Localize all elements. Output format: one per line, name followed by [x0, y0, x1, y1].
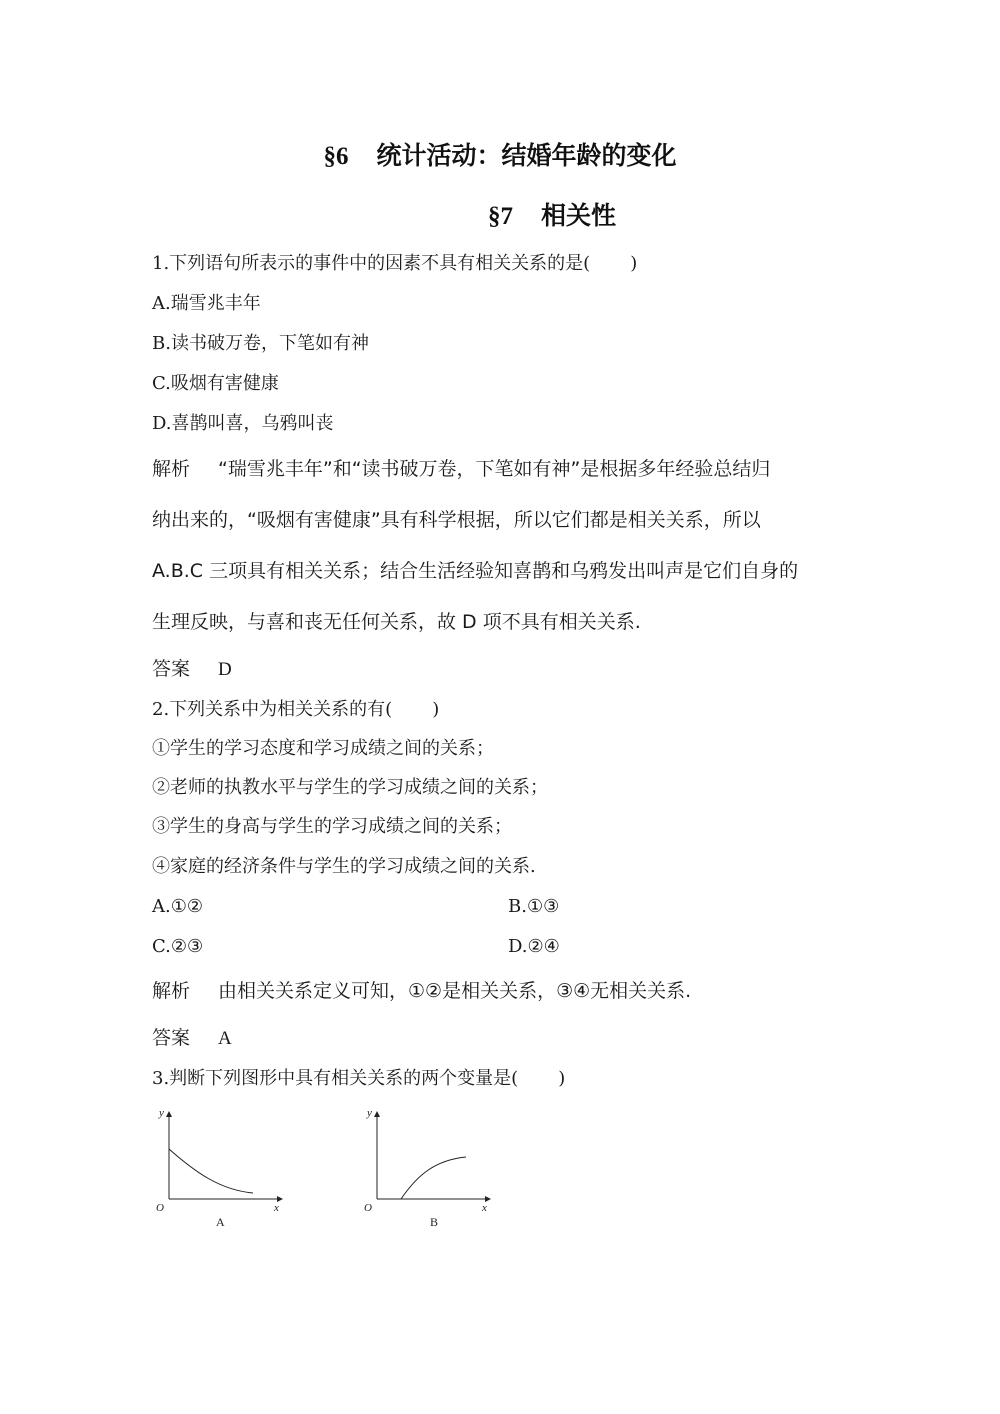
section-6-title — [0, 136, 1000, 172]
analysis-text: “瑞雪兆丰年”和“读书破万卷，下笔如有神”是根据多年经验总结归 — [218, 458, 771, 480]
option-label: C. — [152, 373, 171, 394]
answer-value: D — [218, 659, 232, 680]
question-1-option-a — [152, 292, 261, 316]
option-text: ②③ — [170, 936, 204, 957]
question-2-statement-4: ④家庭的经济条件与学生的学习成绩之间的关系. — [152, 856, 536, 877]
question-3-stem-text: 3.判断下列图形中具有相关关系的两个变量是( — [152, 1068, 519, 1089]
option-text: ②④ — [527, 936, 560, 957]
question-1-stem — [152, 252, 637, 276]
option-text: 吸烟有害健康 — [170, 373, 279, 394]
origin-label: O — [156, 1202, 164, 1214]
question-2-statement-3: ③学生的身高与学生的学习成绩之间的关系； — [152, 816, 512, 837]
answer-label: 答案 — [152, 658, 191, 680]
question-2-option-c — [152, 935, 203, 959]
analysis-text: 生理反映，与喜和丧无任何关系，故 D 项不具有相关关系. — [152, 611, 641, 633]
option-text: 瑞雪兆丰年 — [170, 293, 261, 314]
y-axis-label: y — [367, 1107, 372, 1119]
question-1-analysis-line-3 — [152, 559, 798, 583]
analysis-label: 解析 — [152, 980, 191, 1002]
question-3-stem — [152, 1067, 565, 1091]
question-2-option-d — [508, 935, 560, 959]
section-6-text: 统计活动：结婚年龄的变化 — [376, 141, 677, 170]
section-7-number: §7 — [487, 203, 513, 230]
option-text: ①③ — [526, 896, 560, 917]
x-axis-label: x — [274, 1202, 279, 1214]
question-1-stem-close: ) — [630, 253, 638, 274]
option-text: 读书破万卷，下笔如有神 — [170, 333, 369, 354]
graph-b-figure — [358, 1102, 498, 1232]
option-label: D. — [508, 936, 528, 957]
question-2-statement-1: ①学生的学习态度和学习成绩之间的关系； — [152, 738, 494, 759]
origin-label: O — [364, 1202, 372, 1214]
question-2-analysis — [152, 979, 691, 1003]
option-text: 喜鹊叫喜，乌鸦叫丧 — [171, 413, 334, 434]
question-1-option-d — [152, 412, 334, 436]
answer-value: A — [218, 1028, 232, 1049]
question-1-answer — [152, 657, 232, 682]
decreasing-curve — [169, 1149, 253, 1193]
question-2-stem-text: 2.下列关系中为相关关系的有( — [152, 699, 393, 720]
question-2-stem — [152, 698, 439, 722]
graph-b — [358, 1102, 498, 1232]
analysis-text: 由相关关系定义可知，①②是相关关系，③④无相关关系. — [218, 980, 692, 1002]
graph-a-caption: A — [216, 1215, 225, 1229]
analysis-text: 纳出来的，“吸烟有害健康”具有科学根据，所以它们都是相关关系，所以 — [152, 509, 761, 531]
option-label: A. — [152, 293, 171, 314]
question-1-analysis-line-2 — [152, 508, 761, 532]
answer-label: 答案 — [152, 1027, 191, 1049]
question-1-analysis-line-4 — [152, 610, 641, 634]
question-2-answer — [152, 1026, 232, 1051]
option-text: ①② — [170, 896, 204, 917]
question-3-stem-close: ) — [558, 1068, 566, 1089]
option-label: A. — [152, 896, 171, 917]
increasing-curve — [401, 1157, 466, 1199]
option-label: C. — [152, 936, 171, 957]
question-1-option-b — [152, 332, 369, 356]
graph-a — [150, 1102, 290, 1232]
y-axis-label: y — [159, 1107, 164, 1119]
analysis-text: A.B.C 三项具有相关关系；结合生活经验知喜鹊和乌鸦发出叫声是它们自身的 — [152, 560, 799, 582]
graph-a-figure — [150, 1102, 290, 1232]
question-2-option-a — [152, 895, 203, 919]
question-1-stem-text: 1.下列语句所表示的事件中的因素不具有相关关系的是( — [152, 253, 591, 274]
graph-b-caption: B — [430, 1215, 439, 1229]
section-6-number: §6 — [323, 143, 349, 170]
x-axis-label: x — [482, 1202, 487, 1214]
section-7-text: 相关性 — [540, 201, 616, 230]
section-7-title — [0, 196, 1000, 232]
option-label: B. — [152, 333, 171, 354]
option-label: D. — [152, 413, 172, 434]
question-2-statement-2: ②老师的执教水平与学生的学习成绩之间的关系； — [152, 777, 548, 798]
analysis-label: 解析 — [152, 458, 191, 480]
question-2-option-b — [508, 895, 559, 919]
question-1-analysis-line-1 — [152, 457, 770, 481]
question-2-stem-close: ) — [432, 699, 440, 720]
question-1-option-c — [152, 372, 279, 396]
option-label: B. — [508, 896, 527, 917]
